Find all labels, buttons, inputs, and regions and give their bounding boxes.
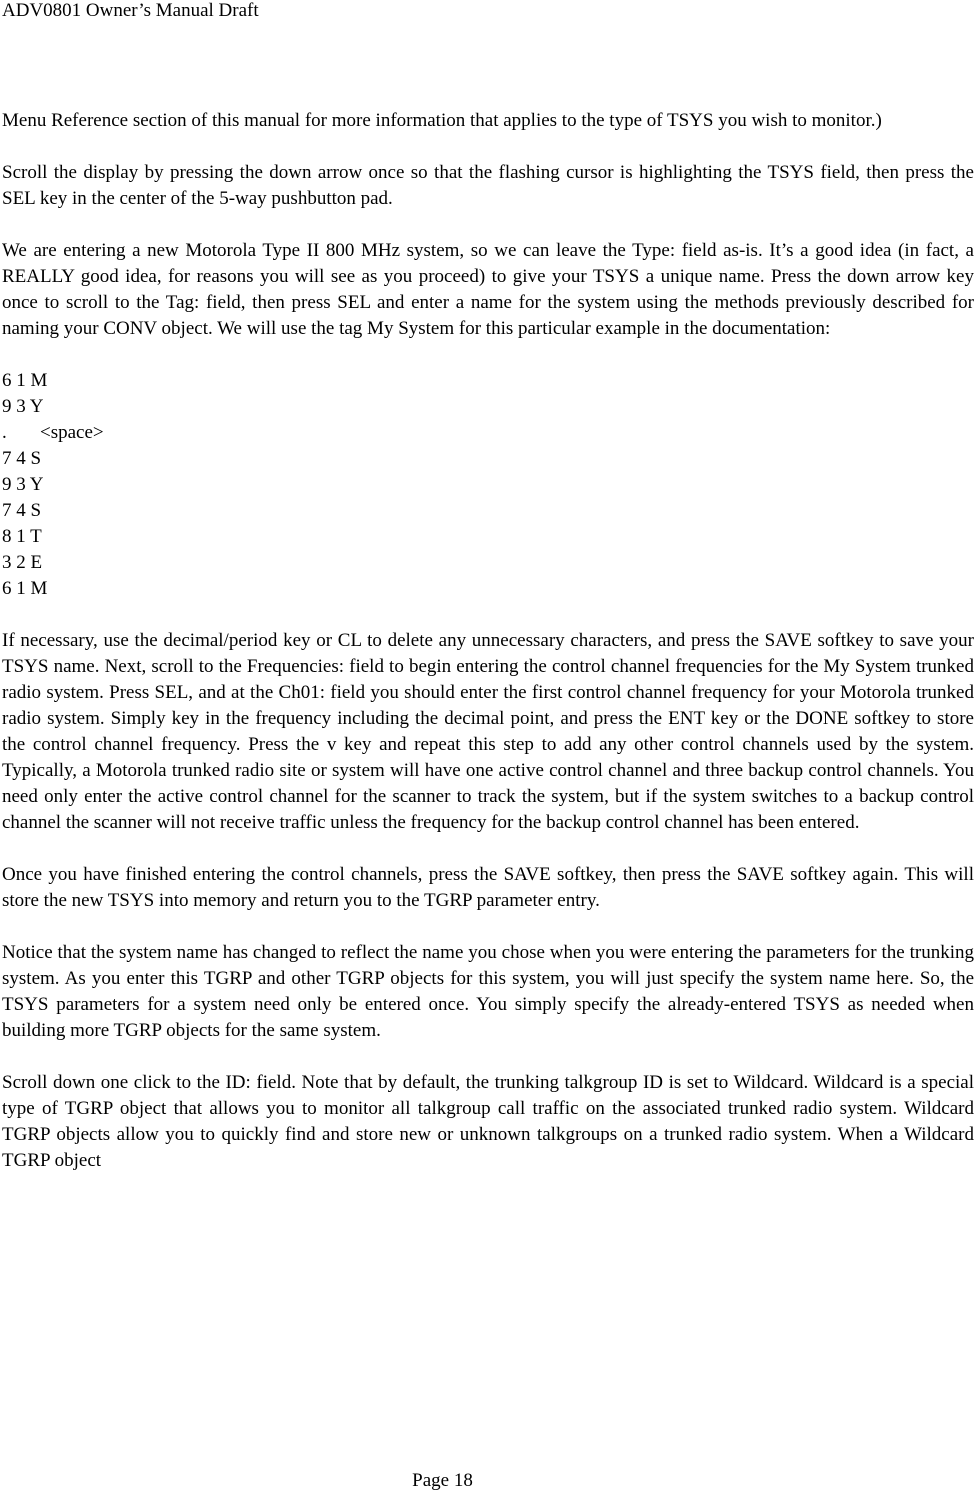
paragraph-wildcard: Scroll down one click to the ID: field. Note that by default, the trunking talkgroup ID is set to Wildcard. Wildcard is a special type of TGRP object that allows you to monitor all talkgroup call traffic on the associated trunked radio system. Wildcard TGRP objects allow you to quickly find and store new or unknown talkgroups on a trunked radio system. When a Wildcard TGRP object [2, 1072, 974, 1171]
paragraph-scroll-display: Scroll the display by pressing the down arrow once so that the flashing cursor is highlighting the TSYS field, then press the SEL key in the center of the 5-way pushbutton pad. [2, 162, 974, 209]
key-sequence-line: . <space> [2, 422, 104, 443]
key-sequence-line: 9 3 Y [2, 474, 44, 495]
key-sequence-line: 9 3 Y [2, 396, 44, 417]
page-header: ADV0801 Owner’s Manual Draft [2, 0, 259, 21]
key-sequence-line: 7 4 S [2, 500, 42, 521]
key-sequence-line: 8 1 T [2, 526, 42, 547]
paragraph-menu-reference: Menu Reference section of this manual for more information that applies to the type of TSYS you wish to monitor.) [2, 110, 882, 131]
key-sequence-line: 3 2 E [2, 552, 43, 573]
key-sequence-line: 6 1 M [2, 578, 48, 599]
document-body [2, 108, 974, 1200]
key-sequence-line: 6 1 M [2, 370, 48, 391]
key-sequence-line: 7 4 S [2, 448, 42, 469]
paragraph-system-name: Notice that the system name has changed to reflect the name you chose when you were entering the parameters for the trunking system. As you enter this TGRP and other TGRP objects for this system, you will just specify the system name here. So, the TSYS parameters for a system need only be entered once. You simply specify the already-entered TSYS as needed when building more TGRP objects for the same system. [2, 942, 974, 1041]
paragraph-frequencies: If necessary, use the decimal/period key or CL to delete any unnecessary characters, and press the SAVE softkey to save your TSYS name. Next, scroll to the Frequencies: field to begin entering the control channel frequencies for the My System trunked radio system. Press SEL, and at the Ch01: field you should enter the first control channel frequency for your Motorola trunked radio system. Simply key in the frequency including the decimal point, and press the ENT key or the DONE softkey to store the control channel frequency. Press the v key and repeat this step to add any other control channels used by the system. Typically, a Motorola trunked radio site or system will have one active control channel and three backup control channels. You need only enter the active control channel for the scanner to track the system, but if the system switches to a backup control channel the scanner will not receive traffic unless the frequency for the backup control channel has been entered. [2, 630, 974, 833]
key-sequence-list [2, 368, 974, 602]
page-number: Page 18 [412, 1470, 473, 1491]
paragraph-save-tsys: Once you have finished entering the control channels, press the SAVE softkey, then press the SAVE softkey again. This will store the new TSYS into memory and return you to the TGRP parameter entry. [2, 864, 974, 911]
paragraph-new-system: We are entering a new Motorola Type II 800 MHz system, so we can leave the Type: field as-is. It’s a good idea (in fact, a REALLY good idea, for reasons you will see as you proceed) to give your TSYS a unique name. Press the down arrow key once to scroll to the Tag: field, then press SEL and enter a name for the system using the methods previously described for naming your CONV object. We will use the tag My System for this particular example in the documentation: [2, 240, 974, 339]
